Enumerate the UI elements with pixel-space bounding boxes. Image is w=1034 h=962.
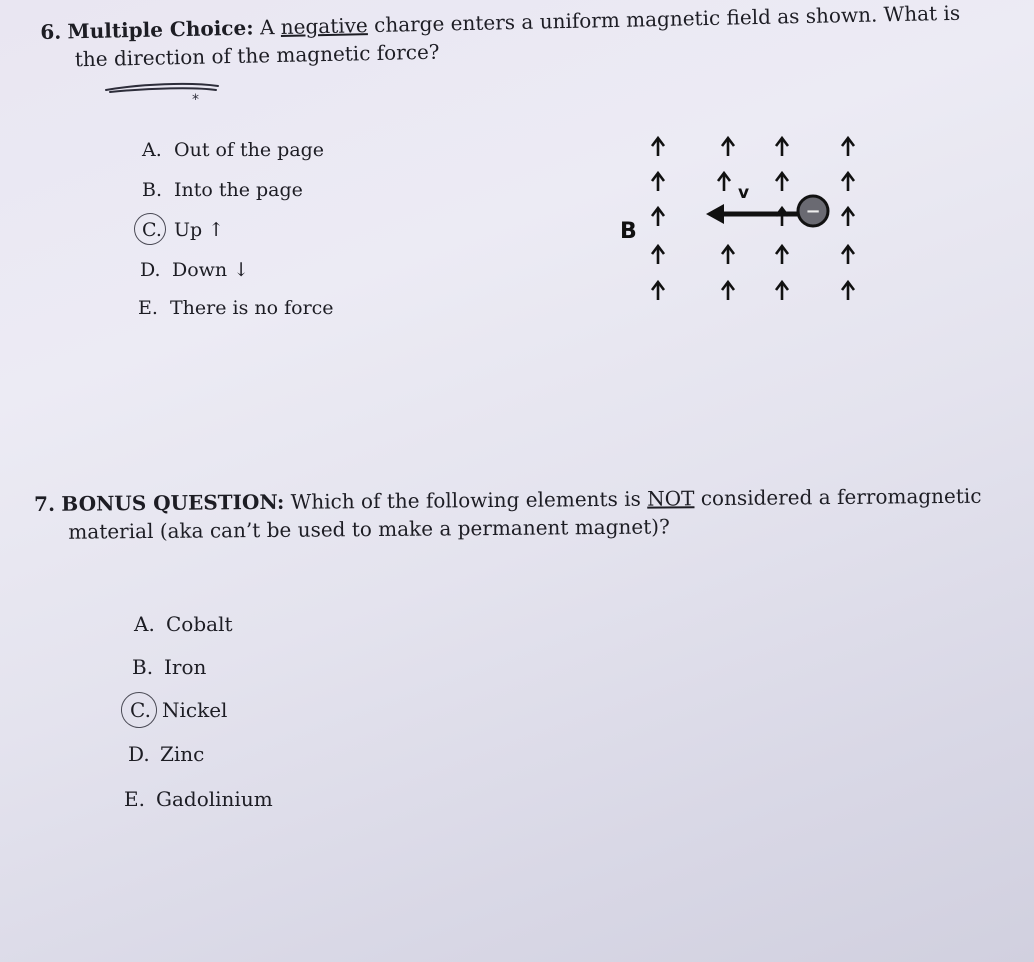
q6-option-a-letter: A. [142, 139, 162, 161]
question-6-text [40, 0, 961, 74]
field-arrow-icon [842, 208, 854, 226]
field-arrow-icon [652, 246, 664, 264]
q6-option-b-letter: B. [142, 179, 163, 201]
field-arrow-icon [722, 138, 734, 156]
svg-text:*: * [192, 92, 199, 108]
question-6-text-after: charge enters a uniform magnetic field as shown. What is the direction of the magnetic force? [74, 0, 961, 72]
q7-option-e-text: Gadolinium [156, 787, 273, 811]
charge-symbol: − [805, 201, 821, 222]
field-arrow-icon [718, 173, 730, 191]
question-6 [40, 0, 961, 74]
field-arrow-icon [776, 208, 788, 226]
q7-option-b-text: Iron [164, 655, 207, 679]
question-6-label: Multiple Choice: [67, 15, 254, 44]
question-7 [34, 482, 994, 546]
field-arrow-icon [842, 138, 854, 156]
question-7-text-before: Which of the following elements is [284, 486, 648, 514]
answer-circle-mark [131, 210, 168, 247]
field-arrow-icon [842, 282, 854, 300]
q7-option-b-letter: B. [132, 655, 154, 679]
field-arrow-icon [842, 173, 854, 191]
q7-option-b[interactable] [132, 655, 206, 679]
q6-option-e-text: There is no force [170, 297, 334, 319]
q6-option-e-letter: E. [138, 297, 158, 319]
negative-charge-icon [798, 196, 828, 226]
q7-option-a-letter: A. [134, 612, 155, 636]
field-arrow-icon [776, 282, 788, 300]
question-6-number: 6. [40, 19, 62, 44]
field-arrow-icon [652, 138, 664, 156]
q6-option-d-text: Down ↓ [172, 259, 250, 281]
velocity-arrow-icon [706, 204, 798, 224]
question-6-text-before: A [253, 14, 281, 40]
field-arrow-icon [776, 246, 788, 264]
q6-option-c-text: Up ↑ [174, 219, 225, 241]
question-7-label: BONUS QUESTION: [61, 489, 285, 516]
q7-option-c-letter: C. [130, 698, 162, 722]
q7-option-e-letter: E. [124, 787, 145, 811]
magnetic-field-diagram [610, 130, 880, 330]
answer-circle-mark [118, 689, 160, 731]
question-7-underlined-word: NOT [647, 486, 695, 511]
q7-option-e[interactable] [124, 787, 273, 811]
field-arrow-icon [776, 138, 788, 156]
q7-option-c-text: Nickel [162, 698, 228, 722]
question-6-underlined-word: negative [280, 13, 368, 39]
q7-option-d-letter: D. [128, 742, 150, 766]
field-label-b: B [620, 219, 637, 244]
q7-option-d[interactable] [128, 742, 204, 766]
q6-option-b[interactable] [142, 178, 303, 202]
field-arrow-icon [652, 173, 664, 191]
q7-option-c[interactable] [130, 698, 227, 722]
q6-option-d-letter: D. [140, 259, 161, 281]
pen-underline-mark [100, 78, 230, 108]
field-arrow-icon [842, 246, 854, 264]
field-arrow-icon [722, 246, 734, 264]
q6-option-a-text: Out of the page [174, 139, 325, 161]
q7-option-d-text: Zinc [160, 742, 205, 766]
q7-option-a[interactable] [134, 612, 233, 636]
question-7-text-after: considered a ferromagnetic material (aka can’t be used to make a permanent magnet)? [68, 483, 982, 544]
q6-option-c-letter: C. [142, 218, 174, 242]
field-arrow-icon [776, 173, 788, 191]
field-arrow-icon [652, 208, 664, 226]
q6-option-b-text: Into the page [174, 179, 303, 201]
q6-option-c[interactable] [142, 218, 224, 242]
question-7-number: 7. [34, 491, 56, 516]
q6-option-a[interactable] [142, 138, 324, 162]
q6-option-e[interactable] [138, 296, 334, 320]
field-arrow-icon [652, 282, 664, 300]
q6-option-d[interactable] [140, 258, 249, 282]
field-arrow-icon [722, 282, 734, 300]
q7-option-a-text: Cobalt [166, 612, 233, 636]
velocity-label: v [738, 183, 750, 203]
question-7-text [34, 482, 994, 546]
